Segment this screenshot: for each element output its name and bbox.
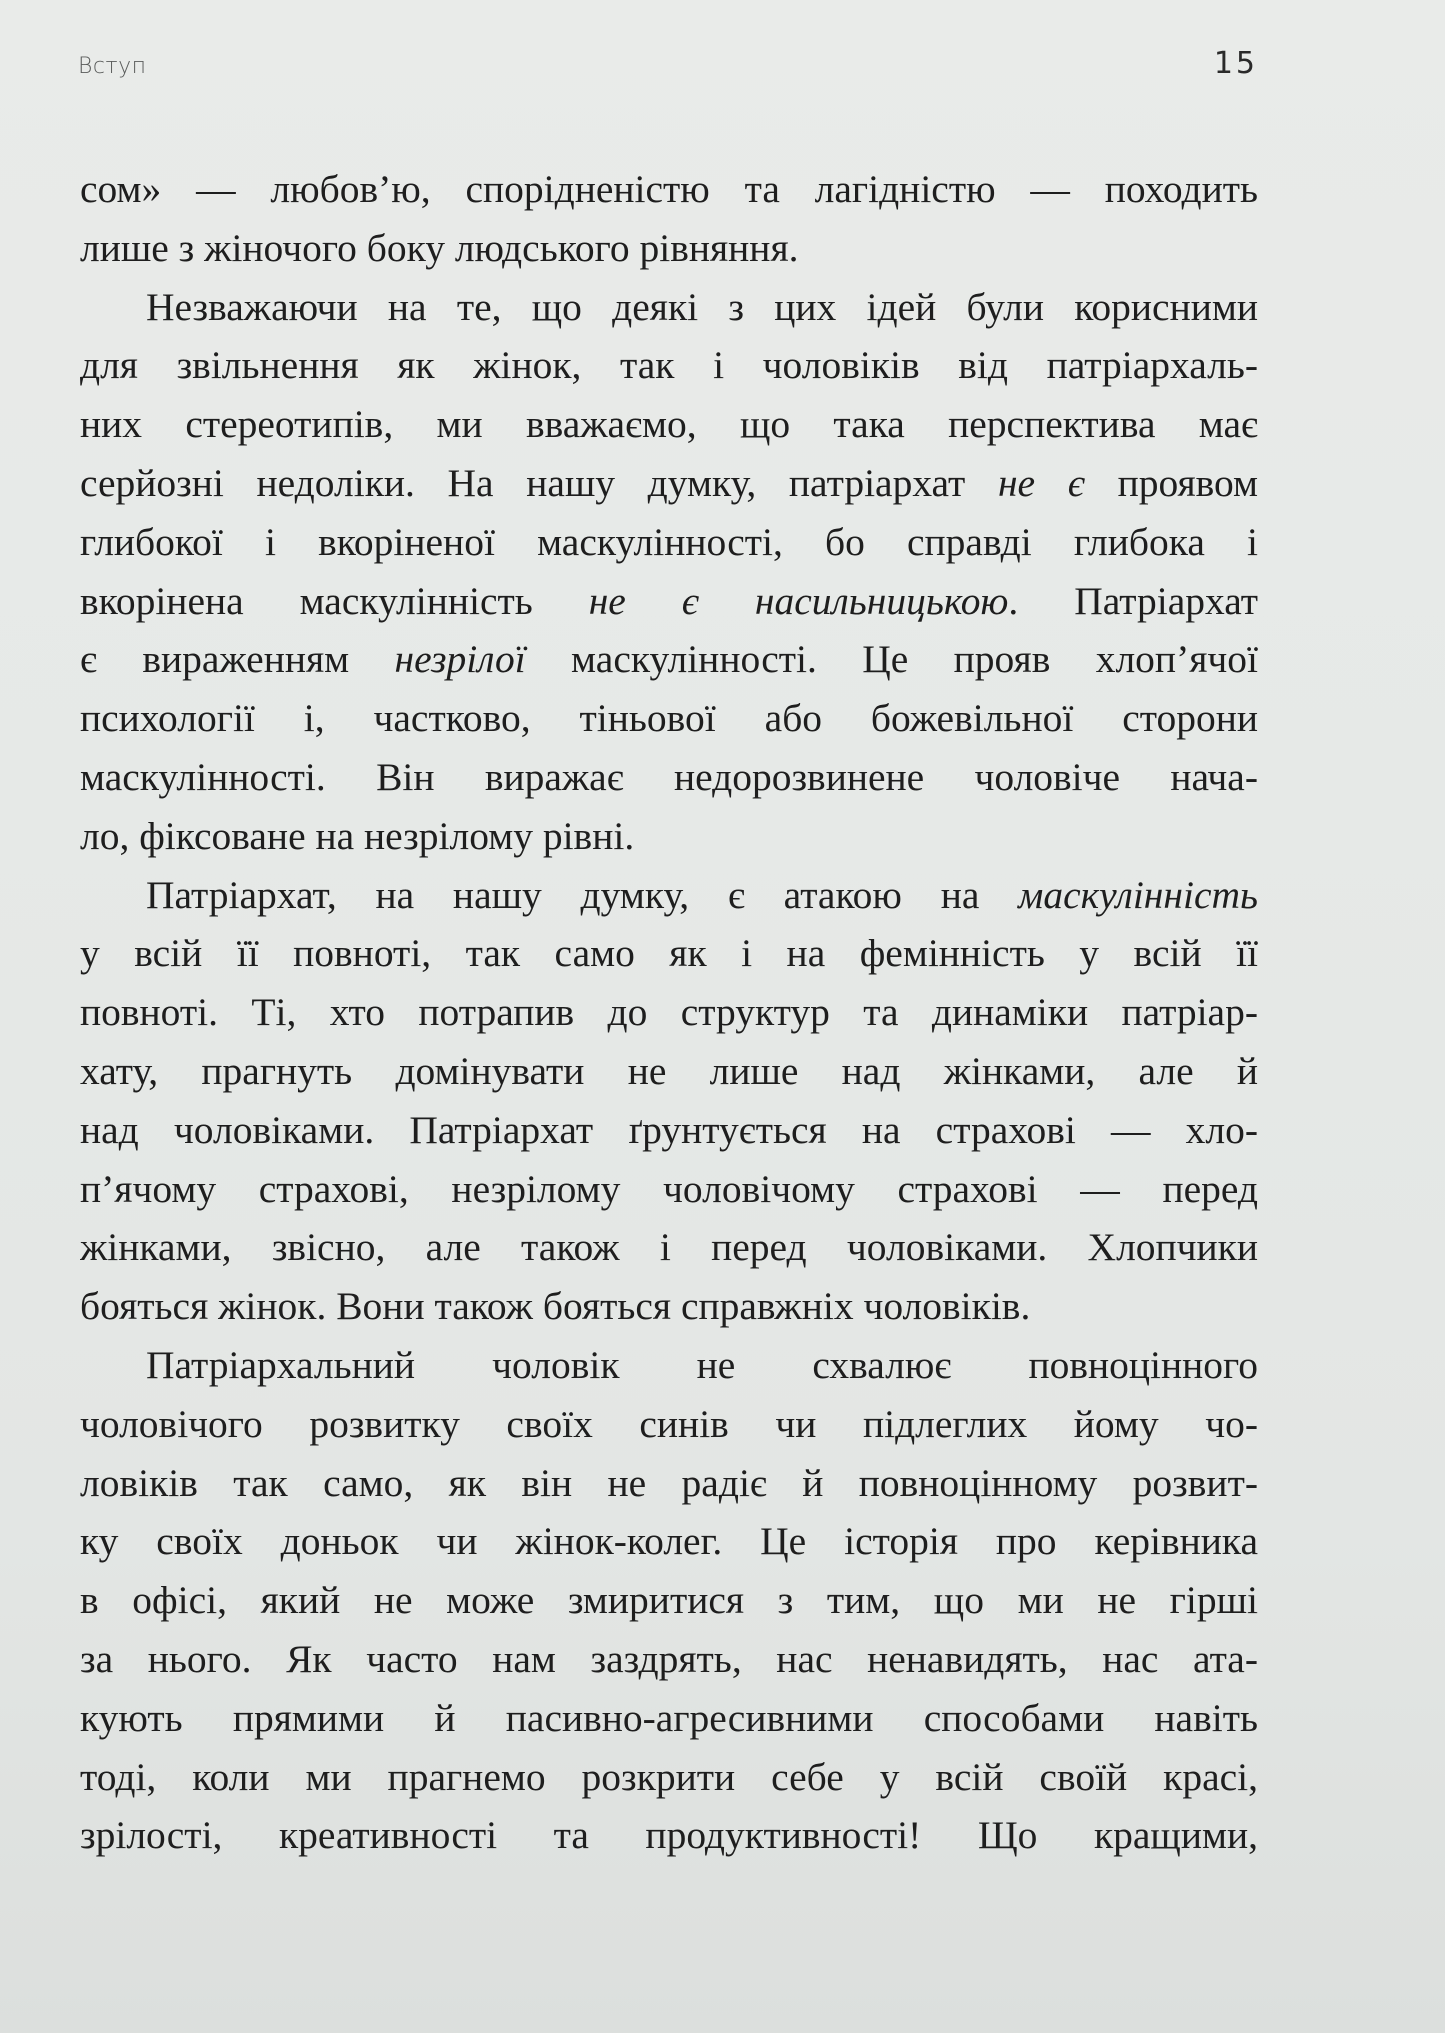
- emphasized-text: не є насильницькою: [588, 578, 1009, 623]
- text-line: жінками, звісно, але також і перед чоловіками. Хлопчики: [80, 1225, 1258, 1270]
- text-line: чоловічого розвитку своїх синів чи підлеглих йому чо-: [80, 1401, 1258, 1446]
- text-line: Патріархат, на нашу думку, є атакою на маскулінність: [146, 872, 1258, 917]
- emphasized-text: маскулінність: [1018, 872, 1258, 917]
- paragraph: [80, 866, 1258, 1336]
- text-line: ло, фіксоване на незрілому рівні.: [80, 813, 635, 858]
- text-line: психології і, частково, тіньової або божевільної сторони: [80, 696, 1258, 741]
- text-line: глибокої і вкоріненої маскулінності, бо справді глибока і: [80, 519, 1258, 564]
- emphasized-text: не є: [997, 460, 1085, 505]
- text-line: маскулінності. Він виражає недорозвинене чоловіче нача-: [80, 754, 1258, 799]
- text-line: вкорінена маскулінність не є насильницькою. Патріархат: [80, 578, 1258, 623]
- text-line: Патріархальний чоловік не схвалює повноцінного: [146, 1342, 1258, 1387]
- page-number: 15: [1213, 46, 1258, 81]
- text-line: у всій її повноті, так само як і на фемінність у всій її: [80, 931, 1258, 976]
- text-line: серйозні недоліки. На нашу думку, патріархат не є проявом: [80, 460, 1258, 505]
- text-line: ку своїх доньок чи жінок-колег. Це історія про керівника: [80, 1519, 1258, 1564]
- text-line: хату, прагнуть домінувати не лише над жінками, але й: [80, 1048, 1258, 1093]
- text-line: Незважаючи на те, що деякі з цих ідей були корисними: [146, 284, 1258, 329]
- text-line: лише з жіночого боку людського рівняння.: [80, 225, 799, 270]
- text-line: за нього. Як часто нам заздрять, нас ненавидять, нас ата-: [80, 1636, 1258, 1681]
- text-line: ловіків так само, як він не радіє й повноцінному розвит-: [80, 1460, 1258, 1505]
- text-line: над чоловіками. Патріархат ґрунтується на страхові — хло-: [80, 1107, 1258, 1152]
- paragraph: [80, 1336, 1258, 1865]
- paragraph: [80, 160, 1258, 278]
- text-line: в офісі, який не може змиритися з тим, що ми не гірші: [80, 1578, 1258, 1623]
- emphasized-text: незрілої: [394, 637, 526, 682]
- text-line: для звільнення як жінок, так і чоловіків від патріархаль-: [80, 343, 1258, 388]
- body-text: [80, 160, 1258, 1865]
- text-line: є вираженням незрілої маскулінності. Це прояв хлоп’ячої: [80, 637, 1258, 682]
- running-head: Вступ: [78, 54, 147, 79]
- text-line: бояться жінок. Вони також бояться справжніх чоловіків.: [80, 1284, 1031, 1329]
- paragraph: [80, 278, 1258, 866]
- page-header: [78, 46, 1258, 86]
- text-line: повноті. Ті, хто потрапив до структур та динаміки патріар-: [80, 990, 1258, 1035]
- text-line: кують прямими й пасивно-агресивними способами навіть: [80, 1695, 1258, 1740]
- text-line: тоді, коли ми прагнемо розкрити себе у всій своїй красі,: [80, 1754, 1258, 1799]
- text-line: них стереотипів, ми вважаємо, що така перспектива має: [80, 402, 1258, 447]
- text-line: п’ячому страхові, незрілому чоловічому страхові — перед: [80, 1166, 1258, 1211]
- text-line: зрілості, креативності та продуктивності! Що кращими,: [80, 1813, 1258, 1858]
- text-line: сом» — любов’ю, спорідненістю та лагідністю — походить: [80, 167, 1258, 211]
